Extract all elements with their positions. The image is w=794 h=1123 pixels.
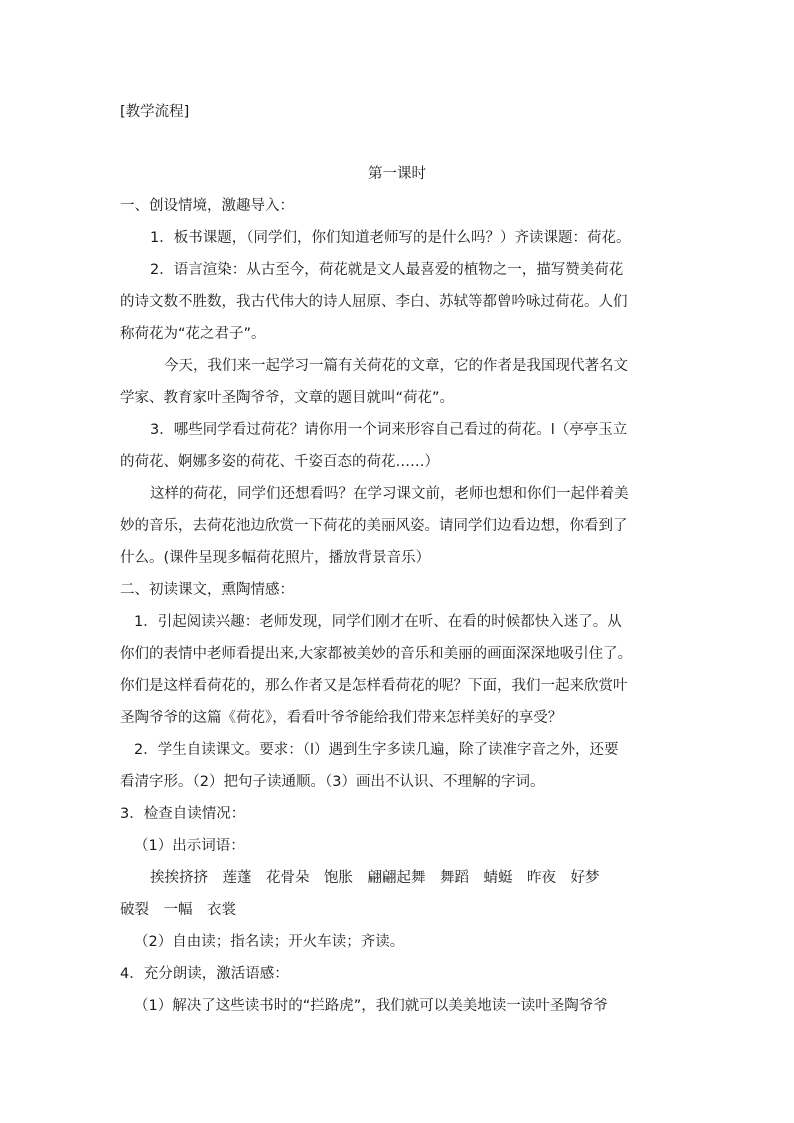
paragraph-line: 圣陶爷爷的这篇《荷花》，看看叶爷爷能给我们带来怎样美好的享受？ <box>120 710 563 726</box>
paragraph-line: （2）自由读；指名读；开火车读；齐读。 <box>134 934 405 950</box>
paragraph-line: 的荷花、婀娜多姿的荷花、千姿百态的荷花……） <box>120 454 439 470</box>
paragraph-line: （1）解决了这些读书时的“拦路虎”，我们就可以美美地读一读叶圣陶爷爷 <box>134 998 608 1014</box>
paragraph-line: 看清字形。（2）把句子读通顺。（3）画出不认识、不理解的字词。 <box>120 774 545 790</box>
paragraph-line: 1．引起阅读兴趣：老师发现，同学们刚才在听、在看的时候都快入迷了。从 <box>134 614 622 630</box>
paragraph-line: （1）出示词语： <box>134 838 245 854</box>
paragraph-line: 的诗文数不胜数，我古代伟大的诗人屈原、李白、苏轼等都曾吟咏过荷花。人们 <box>120 294 628 310</box>
vocabulary-line: 挨挨挤挤 莲蓬 花骨朵 饱胀 翩翩起舞 舞蹈 蜻蜓 昨夜 好梦 <box>150 870 600 886</box>
heading-1: 一、创设情境，激趣导入： <box>120 198 294 214</box>
section-title: 第一课时 <box>368 166 426 182</box>
paragraph-line: 称荷花为“花之君子”。 <box>120 326 266 342</box>
header-label: [教学流程] <box>120 104 190 120</box>
paragraph-line: 今天，我们来一起学习一篇有关荷花的文章，它的作者是我国现代著名文 <box>164 358 628 374</box>
paragraph-line: 学家、教育家叶圣陶爷爷，文章的题目就叫“荷花”。 <box>120 390 455 406</box>
heading-2: 二、初读课文，熏陶情感： <box>120 582 294 598</box>
paragraph-line: 2．学生自读课文。要求：（l）遇到生字多读几遍，除了读准字音之外，还要 <box>134 742 619 758</box>
paragraph-line: 2．语言渲染：从古至今，荷花就是文人最喜爱的植物之一，描写赞美荷花 <box>150 262 624 278</box>
paragraph-line: 4．充分朗读，激活语感： <box>120 966 289 982</box>
paragraph-line: 妙的音乐，去荷花池边欣赏一下荷花的美丽风姿。请同学们边看边想，你看到了 <box>120 518 628 534</box>
paragraph-line: 你们是这样看荷花的，那么作者又是怎样看荷花的呢？下面，我们一起来欣赏叶 <box>120 678 628 694</box>
paragraph-line: 1．板书课题，（同学们，你们知道老师写的是什么吗？）齐读课题：荷花。 <box>150 230 631 246</box>
paragraph-line: 什么。(课件呈现多幅荷花照片，播放背景音乐） <box>120 550 431 566</box>
paragraph-line: 这样的荷花，同学们还想看吗？在学习课文前，老师也想和你们一起伴着美 <box>150 486 629 502</box>
paragraph-line: 你们的表情中老师看提出来,大家都被美妙的音乐和美丽的画面深深地吸引住了。 <box>120 646 633 662</box>
vocabulary-line: 破裂 一幅 衣裳 <box>120 902 236 918</box>
paragraph-line: 3．检查自读情况： <box>120 806 246 822</box>
paragraph-line: 3．哪些同学看过荷花？请你用一个词来形容自己看过的荷花。l（亭亭玉立 <box>150 422 628 438</box>
